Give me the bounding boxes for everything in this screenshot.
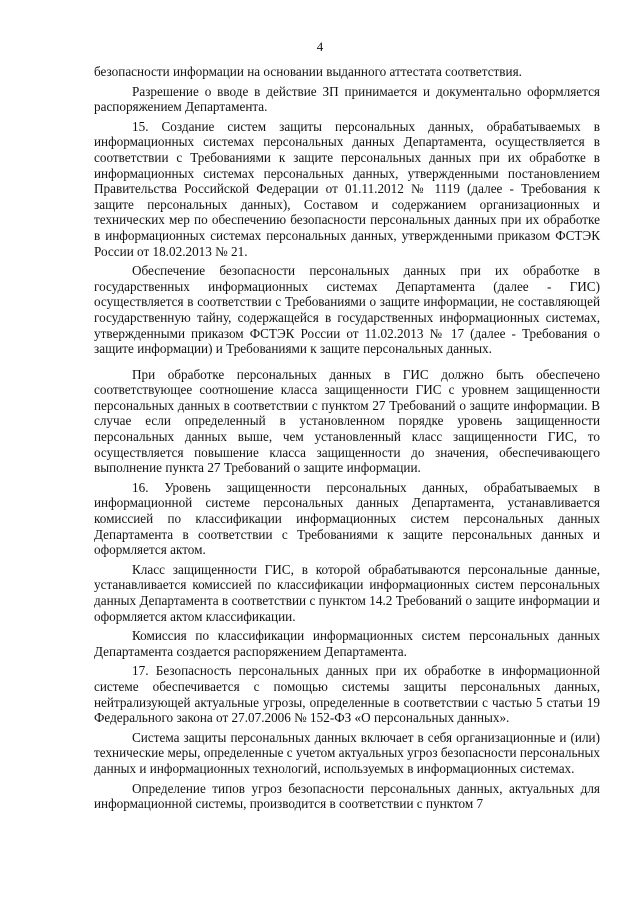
paragraph: 15. Создание систем защиты персональных данных, обрабатываемых в информационных системах персональных данных Департамента, осуществляется в соответствии с Требованиями к защите персональных данных при их обработке в информационных системах персональных данных, утвержденными постановлением Правительства Российской Федерации от 01.11.2012 № 1119 (далее - Требования к защите персональных данных), Составом и содержанием организационных и технических мер по обеспечению безопасности персональных данных при их обработке в информационных системах персональных данных, утвержденными приказом ФСТЭК России от 18.02.2013 № 21. (94, 118, 600, 259)
paragraph: При обработке персональных данных в ГИС должно быть обеспечено соответствующее соотношение класса защищенности ГИС с уровнем защищенности персональных данных в соответствии с пунктом 27 Требований о защите информации. В случае если определенный в установленном порядке уровень защищенности персональных данных выше, чем установленный класс защищенности ГИС, то осуществляется повышение класса защищенности до значения, обеспечивающего выполнение пункта 27 Требований о защите информации. (94, 366, 600, 476)
paragraph: 16. Уровень защищенности персональных данных, обрабатываемых в информационной системе персональных данных Департамента, устанавливается комиссией по классификации информационных систем персональных данных Департамента в соответствии с Требованиями к защите персональных данных и оформляется актом. (94, 479, 600, 558)
paragraph: Определение типов угроз безопасности персональных данных, актуальных для информационной системы, производится в соответствии с пунктом 7 (94, 780, 600, 812)
paragraph: Система защиты персональных данных включает в себя организационные и (или) технические меры, определенные с учетом актуальных угроз безопасности персональных данных и информационных технологий, используемых в информационных системах. (94, 729, 600, 776)
paragraph: Класс защищенности ГИС, в которой обрабатываются персональные данные, устанавливается комиссией по классификации информационных систем персональных данных Департамента в соответствии с пунктом 14.2 Требований о защите информации и оформляется актом классификации. (94, 561, 600, 624)
paragraph: Разрешение о вводе в действие ЗП принимается и документально оформляется распоряжением Департамента. (94, 83, 600, 115)
page-number: 4 (316, 39, 324, 54)
paragraph: безопасности информации на основании выданного аттестата соответствия. (94, 64, 522, 79)
document-body (94, 64, 600, 812)
paragraph: Обеспечение безопасности персональных данных при их обработке в государственных информационных системах Департамента (далее - ГИС) осуществляется в соответствии с Требованиями о защите информации, не составляющей государственную тайну, содержащейся в государственных информационных системах, утвержденными приказом ФСТЭК России от 11.02.2013 № 17 (далее - Требования о защите информации) и Требованиями к защите персональных данных. (94, 263, 600, 357)
paragraph: Комиссия по классификации информационных систем персональных данных Департамента создается распоряжением Департамента. (94, 628, 600, 659)
paragraph: 17. Безопасность персональных данных при их обработке в информационной системе обеспечивается с помощью системы защиты персональных данных, нейтрализующей актуальные угрозы, определенные в соответствии с частью 5 статьи 19 Федерального закона от 27.07.2006 № 152-ФЗ «О персональных данных». (94, 663, 600, 726)
